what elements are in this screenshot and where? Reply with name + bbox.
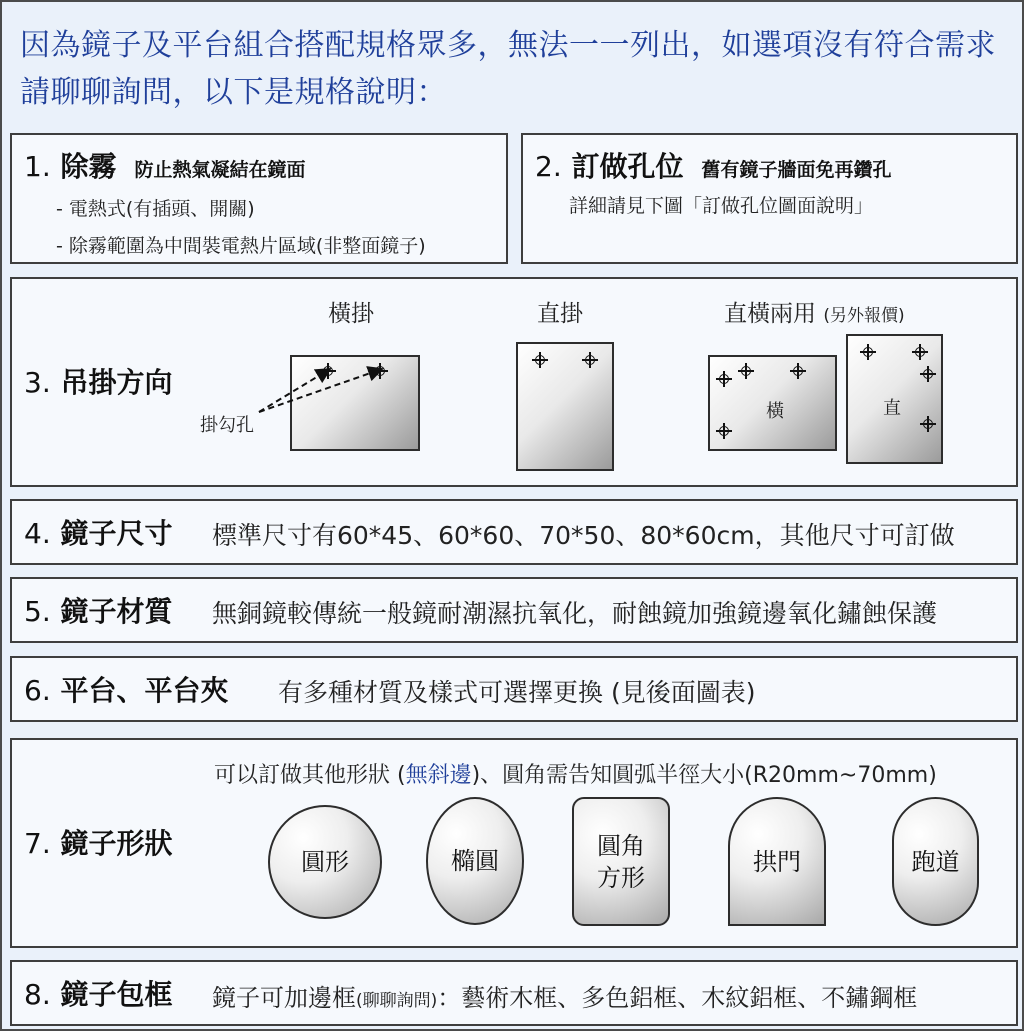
section-heading: 除霧	[60, 150, 117, 183]
shape-label: 跑道	[911, 847, 960, 876]
section-heading: 鏡子尺寸	[60, 517, 173, 550]
frame-desc-pre: 鏡子可加邊框	[212, 984, 356, 1012]
section-title	[24, 590, 172, 630]
frame-description	[212, 978, 917, 1013]
holes-line: 詳細請見下圖「訂做孔位圖面說明」	[569, 195, 874, 217]
section-mirror-size	[10, 499, 1018, 565]
section-heading: 訂做孔位	[571, 150, 684, 183]
frame-desc-small: (聊聊詢問)	[356, 991, 438, 1011]
section-title	[24, 822, 172, 862]
section-number: 4.	[24, 517, 51, 550]
section-heading: 平台、平台夾	[60, 674, 229, 707]
label-horizontal: 橫掛	[328, 301, 374, 327]
section-number: 1.	[24, 150, 51, 183]
section-mirror-shape	[10, 738, 1018, 948]
material-description: 無銅鏡較傳統一般鏡耐潮濕抗氧化，耐蝕鏡加強鏡邊氧化鏽蝕保護	[212, 599, 938, 628]
section-number: 6.	[24, 674, 51, 707]
defog-line-2: - 除霧範圍為中間裝電熱片區域(非整面鏡子)	[56, 235, 426, 257]
shape-label: 拱門	[753, 847, 801, 876]
platform-description: 有多種材質及樣式可選擇更換 (見後面圖表)	[278, 678, 756, 707]
section-heading: 鏡子包框	[60, 978, 173, 1011]
shape-note-post: )、圓角需告知圓弧半徑大小(R20mm~70mm)	[471, 763, 937, 788]
section-heading: 鏡子形狀	[60, 827, 173, 860]
section-number: 5.	[24, 595, 51, 628]
section-number: 3.	[24, 366, 51, 399]
section-custom-holes	[521, 133, 1018, 264]
hook-hole-icon	[920, 366, 936, 382]
shape-racetrack	[892, 797, 979, 926]
vertical-label: 直	[883, 398, 901, 419]
horizontal-label: 橫	[766, 401, 784, 422]
section-heading: 吊掛方向	[60, 366, 173, 399]
section-number: 2.	[535, 150, 562, 183]
shape-rounded-rect	[572, 797, 670, 926]
section-heading: 鏡子材質	[60, 595, 173, 628]
hook-hole-icon	[790, 363, 806, 379]
hook-hole-icon	[716, 423, 732, 439]
frame-desc-post: ：藝術木框、多色鋁框、木紋鋁框、不鏽鋼框	[437, 984, 918, 1012]
hook-hole-icon	[860, 344, 876, 360]
hook-hole-label: 掛勾孔	[200, 415, 254, 436]
size-description: 標準尺寸有60*45、60*60、70*50、80*60cm，其他尺寸可訂做	[212, 521, 955, 550]
label-both-text: 直橫兩用	[724, 301, 816, 327]
section-title	[535, 145, 892, 185]
shape-label: 方形	[597, 863, 645, 892]
shape-label: 橢圓	[451, 847, 499, 875]
shape-label: 圓形	[301, 848, 349, 876]
shape-circle	[268, 805, 382, 919]
shape-note	[214, 758, 937, 789]
section-hanging-direction	[10, 277, 1018, 487]
shape-oval	[426, 797, 524, 925]
shape-note-pre: 可以訂做其他形狀 (	[214, 763, 406, 788]
hook-hole-icon	[912, 344, 928, 360]
shape-note-highlight: 無斜邊	[405, 763, 472, 788]
label-both-note: (另外報價)	[823, 306, 905, 326]
defog-line-1: - 電熱式(有插頭、開關)	[56, 198, 255, 220]
section-title	[24, 669, 228, 709]
section-mirror-material	[10, 577, 1018, 643]
shape-label: 圓角	[597, 831, 645, 860]
section-number: 7.	[24, 827, 51, 860]
dual-vertical-mirror	[846, 334, 943, 464]
section-platform	[10, 656, 1018, 722]
section-title	[24, 973, 172, 1013]
section-title	[24, 512, 172, 552]
hook-hole-icon	[532, 352, 548, 368]
shape-arch	[728, 797, 826, 926]
section-mirror-frame	[10, 960, 1018, 1026]
hook-hole-icon	[920, 416, 936, 432]
vertical-mirror	[516, 342, 614, 471]
hook-hole-icon	[738, 363, 754, 379]
section-title	[24, 145, 306, 185]
dual-horizontal-mirror	[708, 355, 837, 451]
section-note: 舊有鏡子牆面免再鑽孔	[701, 159, 892, 181]
intro-text: 因為鏡子及平台組合搭配規格眾多，無法一一列出，如選項沒有符合需求請聊聊詢問，以下是規格說明：	[20, 28, 996, 110]
section-note: 防止熱氣凝結在鏡面	[134, 159, 306, 181]
section-defog	[10, 133, 508, 264]
hook-hole-icon	[582, 352, 598, 368]
hook-hole-icon	[716, 371, 732, 387]
section-number: 8.	[24, 978, 51, 1011]
label-vertical: 直掛	[537, 301, 583, 327]
